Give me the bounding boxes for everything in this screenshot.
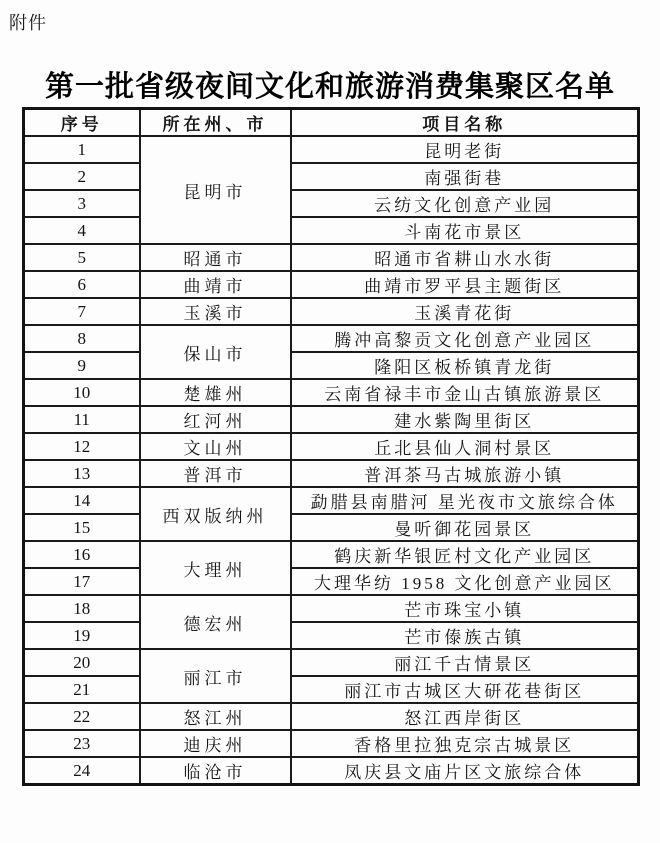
header-项目名称: 项目名称: [291, 109, 639, 137]
row-number: 1: [24, 136, 140, 163]
row-number: 22: [24, 703, 140, 730]
project-cell: 丽江市古城区大研花巷街区: [291, 676, 639, 703]
header-所在州市: 所在州、市: [140, 109, 291, 137]
cluster-list-table: [22, 107, 640, 786]
project-cell: 凤庆县文庙片区文旅综合体: [291, 757, 639, 785]
table-row: [24, 622, 639, 649]
table-row: [24, 379, 639, 406]
city-cell: 玉溪市: [140, 298, 291, 325]
table-row: [24, 352, 639, 379]
city-cell: 德宏州: [140, 595, 291, 649]
city-cell: 昭通市: [140, 244, 291, 271]
table-row: [24, 595, 639, 622]
project-cell: 云纺文化创意产业园: [291, 190, 639, 217]
project-cell: 怒江西岸街区: [291, 703, 639, 730]
city-cell: 楚雄州: [140, 379, 291, 406]
row-number: 13: [24, 460, 140, 487]
city-cell: 西双版纳州: [140, 487, 291, 541]
table-row: [24, 406, 639, 433]
table-row: [24, 217, 639, 244]
project-cell: 斗南花市景区: [291, 217, 639, 244]
row-number: 3: [24, 190, 140, 217]
row-number: 23: [24, 730, 140, 757]
row-number: 6: [24, 271, 140, 298]
project-cell: 芒市傣族古镇: [291, 622, 639, 649]
row-number: 21: [24, 676, 140, 703]
row-number: 4: [24, 217, 140, 244]
row-number: 17: [24, 568, 140, 595]
table-row: [24, 460, 639, 487]
table-row: [24, 325, 639, 352]
city-cell: 怒江州: [140, 703, 291, 730]
project-cell: 芒市珠宝小镇: [291, 595, 639, 622]
table-row: [24, 190, 639, 217]
project-cell: 腾冲高黎贡文化创意产业园区: [291, 325, 639, 352]
city-cell: 临沧市: [140, 757, 291, 785]
table-row: [24, 487, 639, 514]
project-cell: 香格里拉独克宗古城景区: [291, 730, 639, 757]
city-cell: 保山市: [140, 325, 291, 379]
city-cell: 曲靖市: [140, 271, 291, 298]
row-number: 15: [24, 514, 140, 541]
table-row: [24, 271, 639, 298]
project-cell: 曼听御花园景区: [291, 514, 639, 541]
row-number: 8: [24, 325, 140, 352]
row-number: 7: [24, 298, 140, 325]
attachment-label: 附件: [9, 13, 47, 33]
project-cell: 曲靖市罗平县主题街区: [291, 271, 639, 298]
city-cell: 红河州: [140, 406, 291, 433]
table-row: [24, 163, 639, 190]
row-number: 5: [24, 244, 140, 271]
table-row: [24, 649, 639, 676]
table-row: [24, 136, 639, 163]
table-row: [24, 541, 639, 568]
header-序号: 序号: [24, 109, 140, 137]
city-cell: 丽江市: [140, 649, 291, 703]
table-header-row: [24, 109, 639, 137]
table-row: [24, 298, 639, 325]
table-row: [24, 757, 639, 785]
row-number: 10: [24, 379, 140, 406]
row-number: 16: [24, 541, 140, 568]
city-cell: 文山州: [140, 433, 291, 460]
row-number: 14: [24, 487, 140, 514]
project-cell: 昆明老街: [291, 136, 639, 163]
row-number: 11: [24, 406, 140, 433]
table-row: [24, 730, 639, 757]
row-number: 12: [24, 433, 140, 460]
row-number: 20: [24, 649, 140, 676]
page-title: 第一批省级夜间文化和旅游消费集聚区名单: [44, 71, 615, 103]
city-cell: 大理州: [140, 541, 291, 595]
row-number: 9: [24, 352, 140, 379]
table-row: [24, 676, 639, 703]
row-number: 2: [24, 163, 140, 190]
project-cell: 玉溪青花街: [291, 298, 639, 325]
project-cell: 昭通市省耕山水水街: [291, 244, 639, 271]
project-cell: 建水紫陶里街区: [291, 406, 639, 433]
project-cell: 南强街巷: [291, 163, 639, 190]
city-cell: 普洱市: [140, 460, 291, 487]
project-cell: 云南省禄丰市金山古镇旅游景区: [291, 379, 639, 406]
table-row: [24, 244, 639, 271]
project-cell: 勐腊县南腊河 星光夜市文旅综合体: [291, 487, 639, 514]
table-row: [24, 433, 639, 460]
row-number: 19: [24, 622, 140, 649]
city-cell: 迪庆州: [140, 730, 291, 757]
project-cell: 丽江千古情景区: [291, 649, 639, 676]
project-cell: 隆阳区板桥镇青龙街: [291, 352, 639, 379]
project-cell: 大理华纺 1958 文化创意产业园区: [291, 568, 639, 595]
row-number: 24: [24, 757, 140, 785]
row-number: 18: [24, 595, 140, 622]
project-cell: 丘北县仙人洞村景区: [291, 433, 639, 460]
table-row: [24, 703, 639, 730]
project-cell: 普洱茶马古城旅游小镇: [291, 460, 639, 487]
project-cell: 鹤庆新华银匠村文化产业园区: [291, 541, 639, 568]
city-cell: 昆明市: [140, 136, 291, 244]
table-row: [24, 514, 639, 541]
table-row: [24, 568, 639, 595]
